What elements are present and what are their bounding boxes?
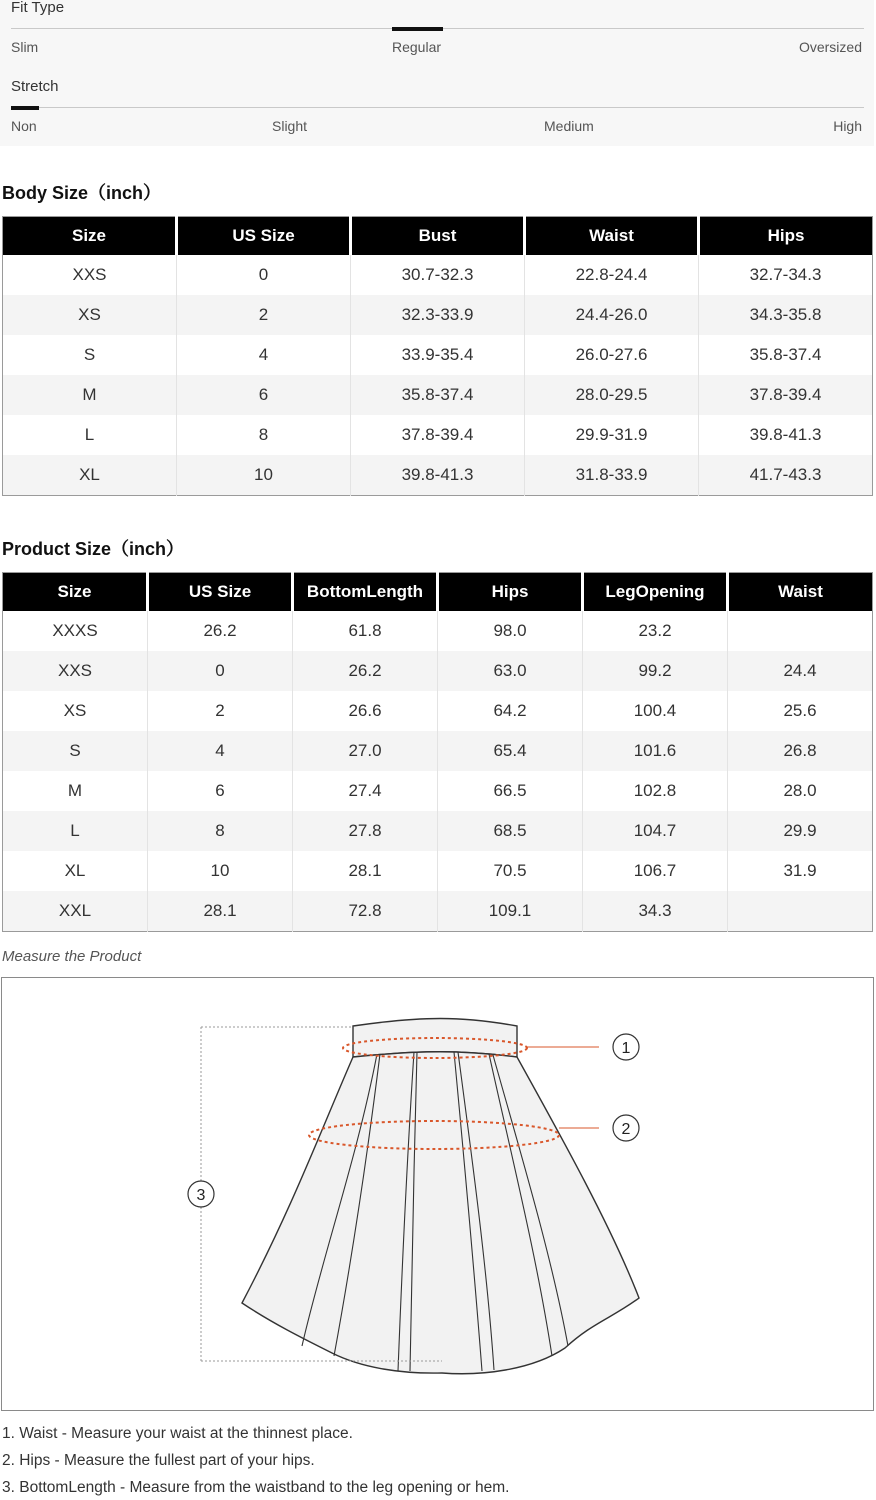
table-cell: 39.8-41.3 xyxy=(351,455,525,496)
table-cell: 70.5 xyxy=(438,851,583,891)
table-cell: 102.8 xyxy=(583,771,728,811)
column-header: Hips xyxy=(438,573,583,612)
table-cell: XL xyxy=(3,455,177,496)
table-cell: 2 xyxy=(148,691,293,731)
table-cell: L xyxy=(3,415,177,455)
column-header: Bust xyxy=(351,217,525,256)
table-cell: 26.8 xyxy=(728,731,873,771)
table-row xyxy=(3,651,873,691)
table-cell: 27.8 xyxy=(293,811,438,851)
table-cell: 72.8 xyxy=(293,891,438,932)
table-cell: 68.5 xyxy=(438,811,583,851)
table-cell: 6 xyxy=(148,771,293,811)
fit-panel xyxy=(0,0,874,146)
table-cell: XXL xyxy=(3,891,148,932)
table-cell: 106.7 xyxy=(583,851,728,891)
table-cell: 101.6 xyxy=(583,731,728,771)
measure-caption: Measure the Product xyxy=(2,948,142,965)
table-row xyxy=(3,455,873,496)
table-cell: XXS xyxy=(3,651,148,691)
table-cell: XS xyxy=(3,295,177,335)
table-row xyxy=(3,891,873,932)
stretch-track xyxy=(11,107,864,108)
table-cell: 35.8-37.4 xyxy=(699,335,873,375)
table-cell: XS xyxy=(3,691,148,731)
table-cell: M xyxy=(3,375,177,415)
table-cell xyxy=(728,611,873,651)
table-row xyxy=(3,731,873,771)
body-size-table xyxy=(2,216,873,496)
table-cell: XXXS xyxy=(3,611,148,651)
table-cell: 100.4 xyxy=(583,691,728,731)
table-cell: 24.4 xyxy=(728,651,873,691)
fit-label-slim: Slim xyxy=(11,39,39,55)
table-cell: 2 xyxy=(177,295,351,335)
table-cell: 29.9-31.9 xyxy=(525,415,699,455)
column-header: US Size xyxy=(148,573,293,612)
table-cell: XL xyxy=(3,851,148,891)
table-cell: 26.0-27.6 xyxy=(525,335,699,375)
table-cell: 24.4-26.0 xyxy=(525,295,699,335)
table-cell: 34.3 xyxy=(583,891,728,932)
table-cell: 98.0 xyxy=(438,611,583,651)
table-row xyxy=(3,771,873,811)
table-cell: 25.6 xyxy=(728,691,873,731)
table-cell: 61.8 xyxy=(293,611,438,651)
table-row xyxy=(3,611,873,651)
skirt-body xyxy=(242,1052,639,1374)
table-cell: 26.6 xyxy=(293,691,438,731)
table-cell: 32.3-33.9 xyxy=(351,295,525,335)
table-cell: 28.1 xyxy=(148,891,293,932)
stretch-title: Stretch xyxy=(11,78,59,95)
column-header: Size xyxy=(3,217,177,256)
table-cell: 23.2 xyxy=(583,611,728,651)
column-header: LegOpening xyxy=(583,573,728,612)
column-header: Hips xyxy=(699,217,873,256)
body-size-heading: Body Size（inch） xyxy=(2,183,162,203)
measure-note-bottomlength: 3. BottomLength - Measure from the waistband to the leg opening or hem. xyxy=(2,1479,510,1496)
callout-2-label: 2 xyxy=(621,1121,631,1138)
table-row xyxy=(3,375,873,415)
table-cell: 29.9 xyxy=(728,811,873,851)
table-cell: 64.2 xyxy=(438,691,583,731)
table-cell: 31.8-33.9 xyxy=(525,455,699,496)
table-row xyxy=(3,335,873,375)
table-cell: 0 xyxy=(148,651,293,691)
table-cell: 27.0 xyxy=(293,731,438,771)
table-cell: 35.8-37.4 xyxy=(351,375,525,415)
table-cell: 8 xyxy=(177,415,351,455)
table-cell: 41.7-43.3 xyxy=(699,455,873,496)
table-cell: S xyxy=(3,335,177,375)
table-cell xyxy=(728,891,873,932)
table-header-row xyxy=(3,217,873,256)
table-cell: 28.0 xyxy=(728,771,873,811)
table-cell: S xyxy=(3,731,148,771)
table-cell: 33.9-35.4 xyxy=(351,335,525,375)
table-cell: 6 xyxy=(177,375,351,415)
column-header: US Size xyxy=(177,217,351,256)
fit-type-title: Fit Type xyxy=(11,0,65,16)
column-header: Waist xyxy=(525,217,699,256)
table-cell: L xyxy=(3,811,148,851)
table-cell: 99.2 xyxy=(583,651,728,691)
table-cell: 32.7-34.3 xyxy=(699,255,873,295)
table-cell: 28.1 xyxy=(293,851,438,891)
table-cell: 27.4 xyxy=(293,771,438,811)
stretch-label-high: High xyxy=(833,118,862,134)
measure-note-hips: 2. Hips - Measure the fullest part of your hips. xyxy=(2,1452,315,1469)
stretch-marker xyxy=(11,106,39,110)
table-row xyxy=(3,255,873,295)
fit-label-regular: Regular xyxy=(392,39,442,55)
column-header: Size xyxy=(3,573,148,612)
table-header-row xyxy=(3,573,873,612)
table-cell: 22.8-24.4 xyxy=(525,255,699,295)
table-cell: 31.9 xyxy=(728,851,873,891)
fit-label-oversized: Oversized xyxy=(798,39,862,55)
fit-type-marker xyxy=(392,27,443,31)
stretch-label-slight: Slight xyxy=(272,118,308,134)
table-row xyxy=(3,691,873,731)
table-cell: 37.8-39.4 xyxy=(699,375,873,415)
product-size-heading: Product Size（inch） xyxy=(2,539,185,559)
table-cell: 26.2 xyxy=(148,611,293,651)
table-cell: 30.7-32.3 xyxy=(351,255,525,295)
table-cell: 26.2 xyxy=(293,651,438,691)
column-header: BottomLength xyxy=(293,573,438,612)
table-cell: 4 xyxy=(177,335,351,375)
table-row xyxy=(3,415,873,455)
skirt-illustration xyxy=(2,978,873,1410)
table-cell: 65.4 xyxy=(438,731,583,771)
measure-diagram xyxy=(1,977,874,1411)
measure-note-waist: 1. Waist - Measure your waist at the thinnest place. xyxy=(2,1425,353,1442)
table-cell: 39.8-41.3 xyxy=(699,415,873,455)
table-cell: 104.7 xyxy=(583,811,728,851)
table-cell: 0 xyxy=(177,255,351,295)
stretch-label-medium: Medium xyxy=(544,118,594,134)
table-row xyxy=(3,295,873,335)
table-cell: 37.8-39.4 xyxy=(351,415,525,455)
table-cell: 10 xyxy=(148,851,293,891)
table-cell: 28.0-29.5 xyxy=(525,375,699,415)
table-row xyxy=(3,851,873,891)
callout-3-label: 3 xyxy=(196,1187,206,1204)
stretch-label-non: Non xyxy=(11,118,37,134)
table-cell: 4 xyxy=(148,731,293,771)
table-row xyxy=(3,811,873,851)
table-cell: XXS xyxy=(3,255,177,295)
table-cell: 10 xyxy=(177,455,351,496)
table-cell: 66.5 xyxy=(438,771,583,811)
table-cell: 8 xyxy=(148,811,293,851)
product-size-table xyxy=(2,572,873,932)
table-cell: 34.3-35.8 xyxy=(699,295,873,335)
callout-1-label: 1 xyxy=(621,1040,631,1057)
table-cell: M xyxy=(3,771,148,811)
table-cell: 109.1 xyxy=(438,891,583,932)
column-header: Waist xyxy=(728,573,873,612)
table-cell: 63.0 xyxy=(438,651,583,691)
